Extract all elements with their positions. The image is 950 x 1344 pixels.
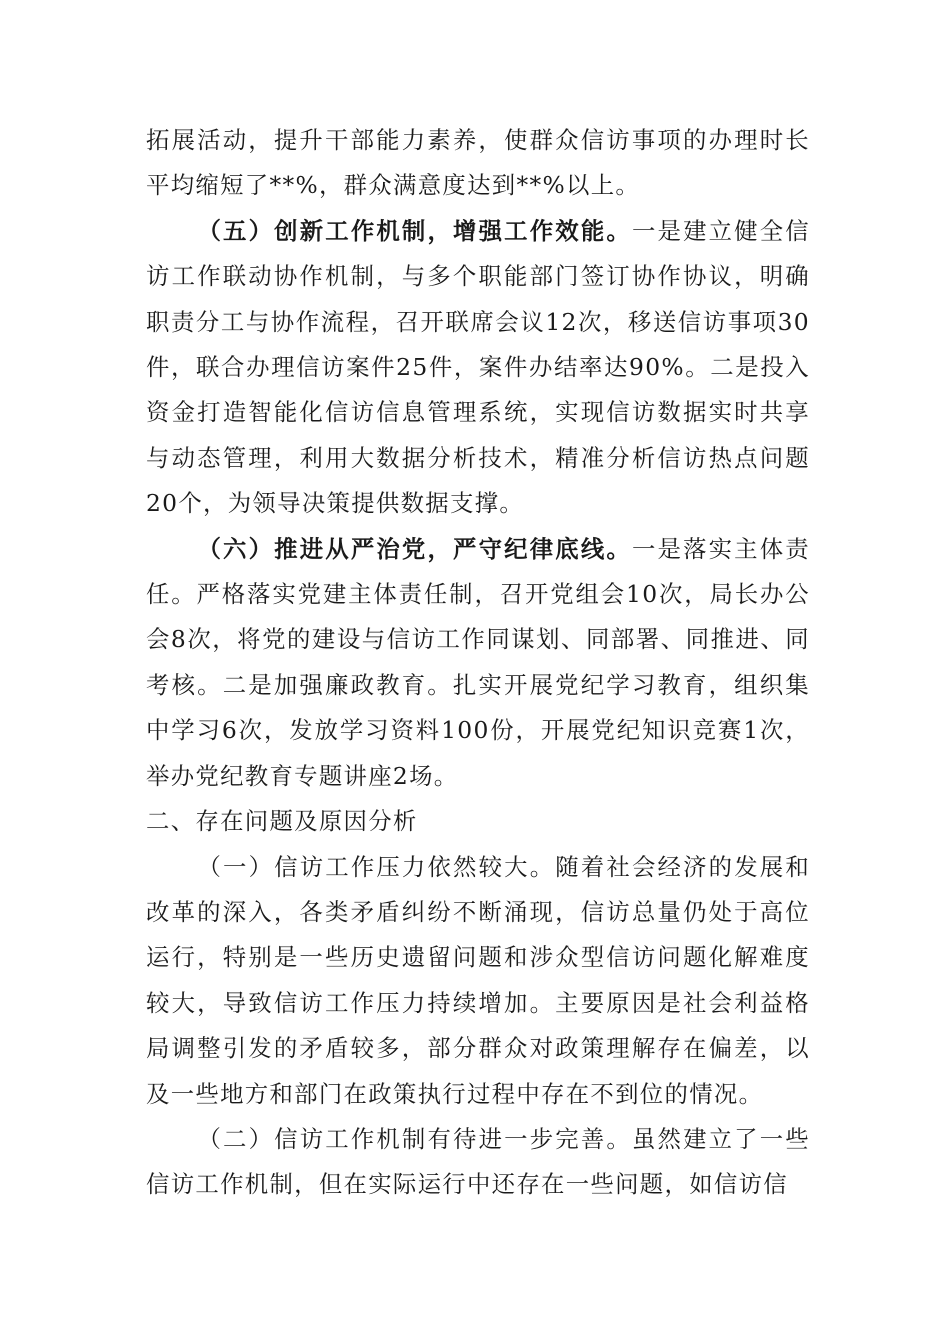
- section-6-lead: （六）推进从严治党，严守纪律底线。: [197, 534, 632, 563]
- paragraph-text: 随着社会经济的发展和改革的深入，各类矛盾纠纷不断涌现，信访总量仍处于高位运行，特别是一些历史遗留问题和涉众型信访问题化解难度较大，导致信访工作压力持续增加。主要原因是社会利益格局调整引发的矛盾较多，部分群众对政策理解存在偏差，以及一些地方和部门在政策执行过程中存在不到位的情况。: [146, 852, 811, 1108]
- document-body: [146, 118, 810, 1208]
- section-heading-2: 二、存在问题及原因分析: [146, 807, 418, 836]
- paragraph-section-6: [146, 527, 810, 799]
- paragraph-problem-2: [146, 1117, 810, 1208]
- paragraph-text: 一是落实主体责任。严格落实党建主体责任制，召开党组会10次，局长办公会8次，将党的建设与信访工作同谋划、同部署、同推进、同考核。二是加强廉政教育。扎实开展党纪学习教育，组织集中学习6次，发放学习资料100份，开展党纪知识竞赛1次，举办党纪教育专题讲座2场。: [146, 534, 810, 790]
- problem-1-lead: （一）信访工作压力依然较大。: [197, 852, 556, 881]
- paragraph-text: 一是建立健全信访工作联动协作机制，与多个职能部门签订协作协议，明确职责分工与协作流程，召开联席会议12次，移送信访事项30件，联合办理信访案件25件，案件办结率达90%。二是投入资金打造智能化信访信息管理系统，实现信访数据实时共享与动态管理，利用大数据分析技术，精准分析信访热点问题20个，为领导决策提供数据支撑。: [146, 216, 810, 518]
- paragraph-problem-1: [146, 845, 810, 1117]
- section-5-lead: （五）创新工作机制，增强工作效能。: [197, 216, 632, 245]
- problem-2-lead: （二）信访工作机制有待进一步完善。: [197, 1124, 632, 1153]
- paragraph-section-5: [146, 209, 810, 527]
- paragraph-continuation: [146, 118, 810, 209]
- paragraph-text: 虽然建立了一些信访工作机制，但在实际运行中还存在一些问题，如信访信: [146, 1124, 810, 1199]
- paragraph-text: 拓展活动，提升干部能力素养，使群众信访事项的办理时长平均缩短了**%，群众满意度达到**%以上。: [146, 126, 810, 200]
